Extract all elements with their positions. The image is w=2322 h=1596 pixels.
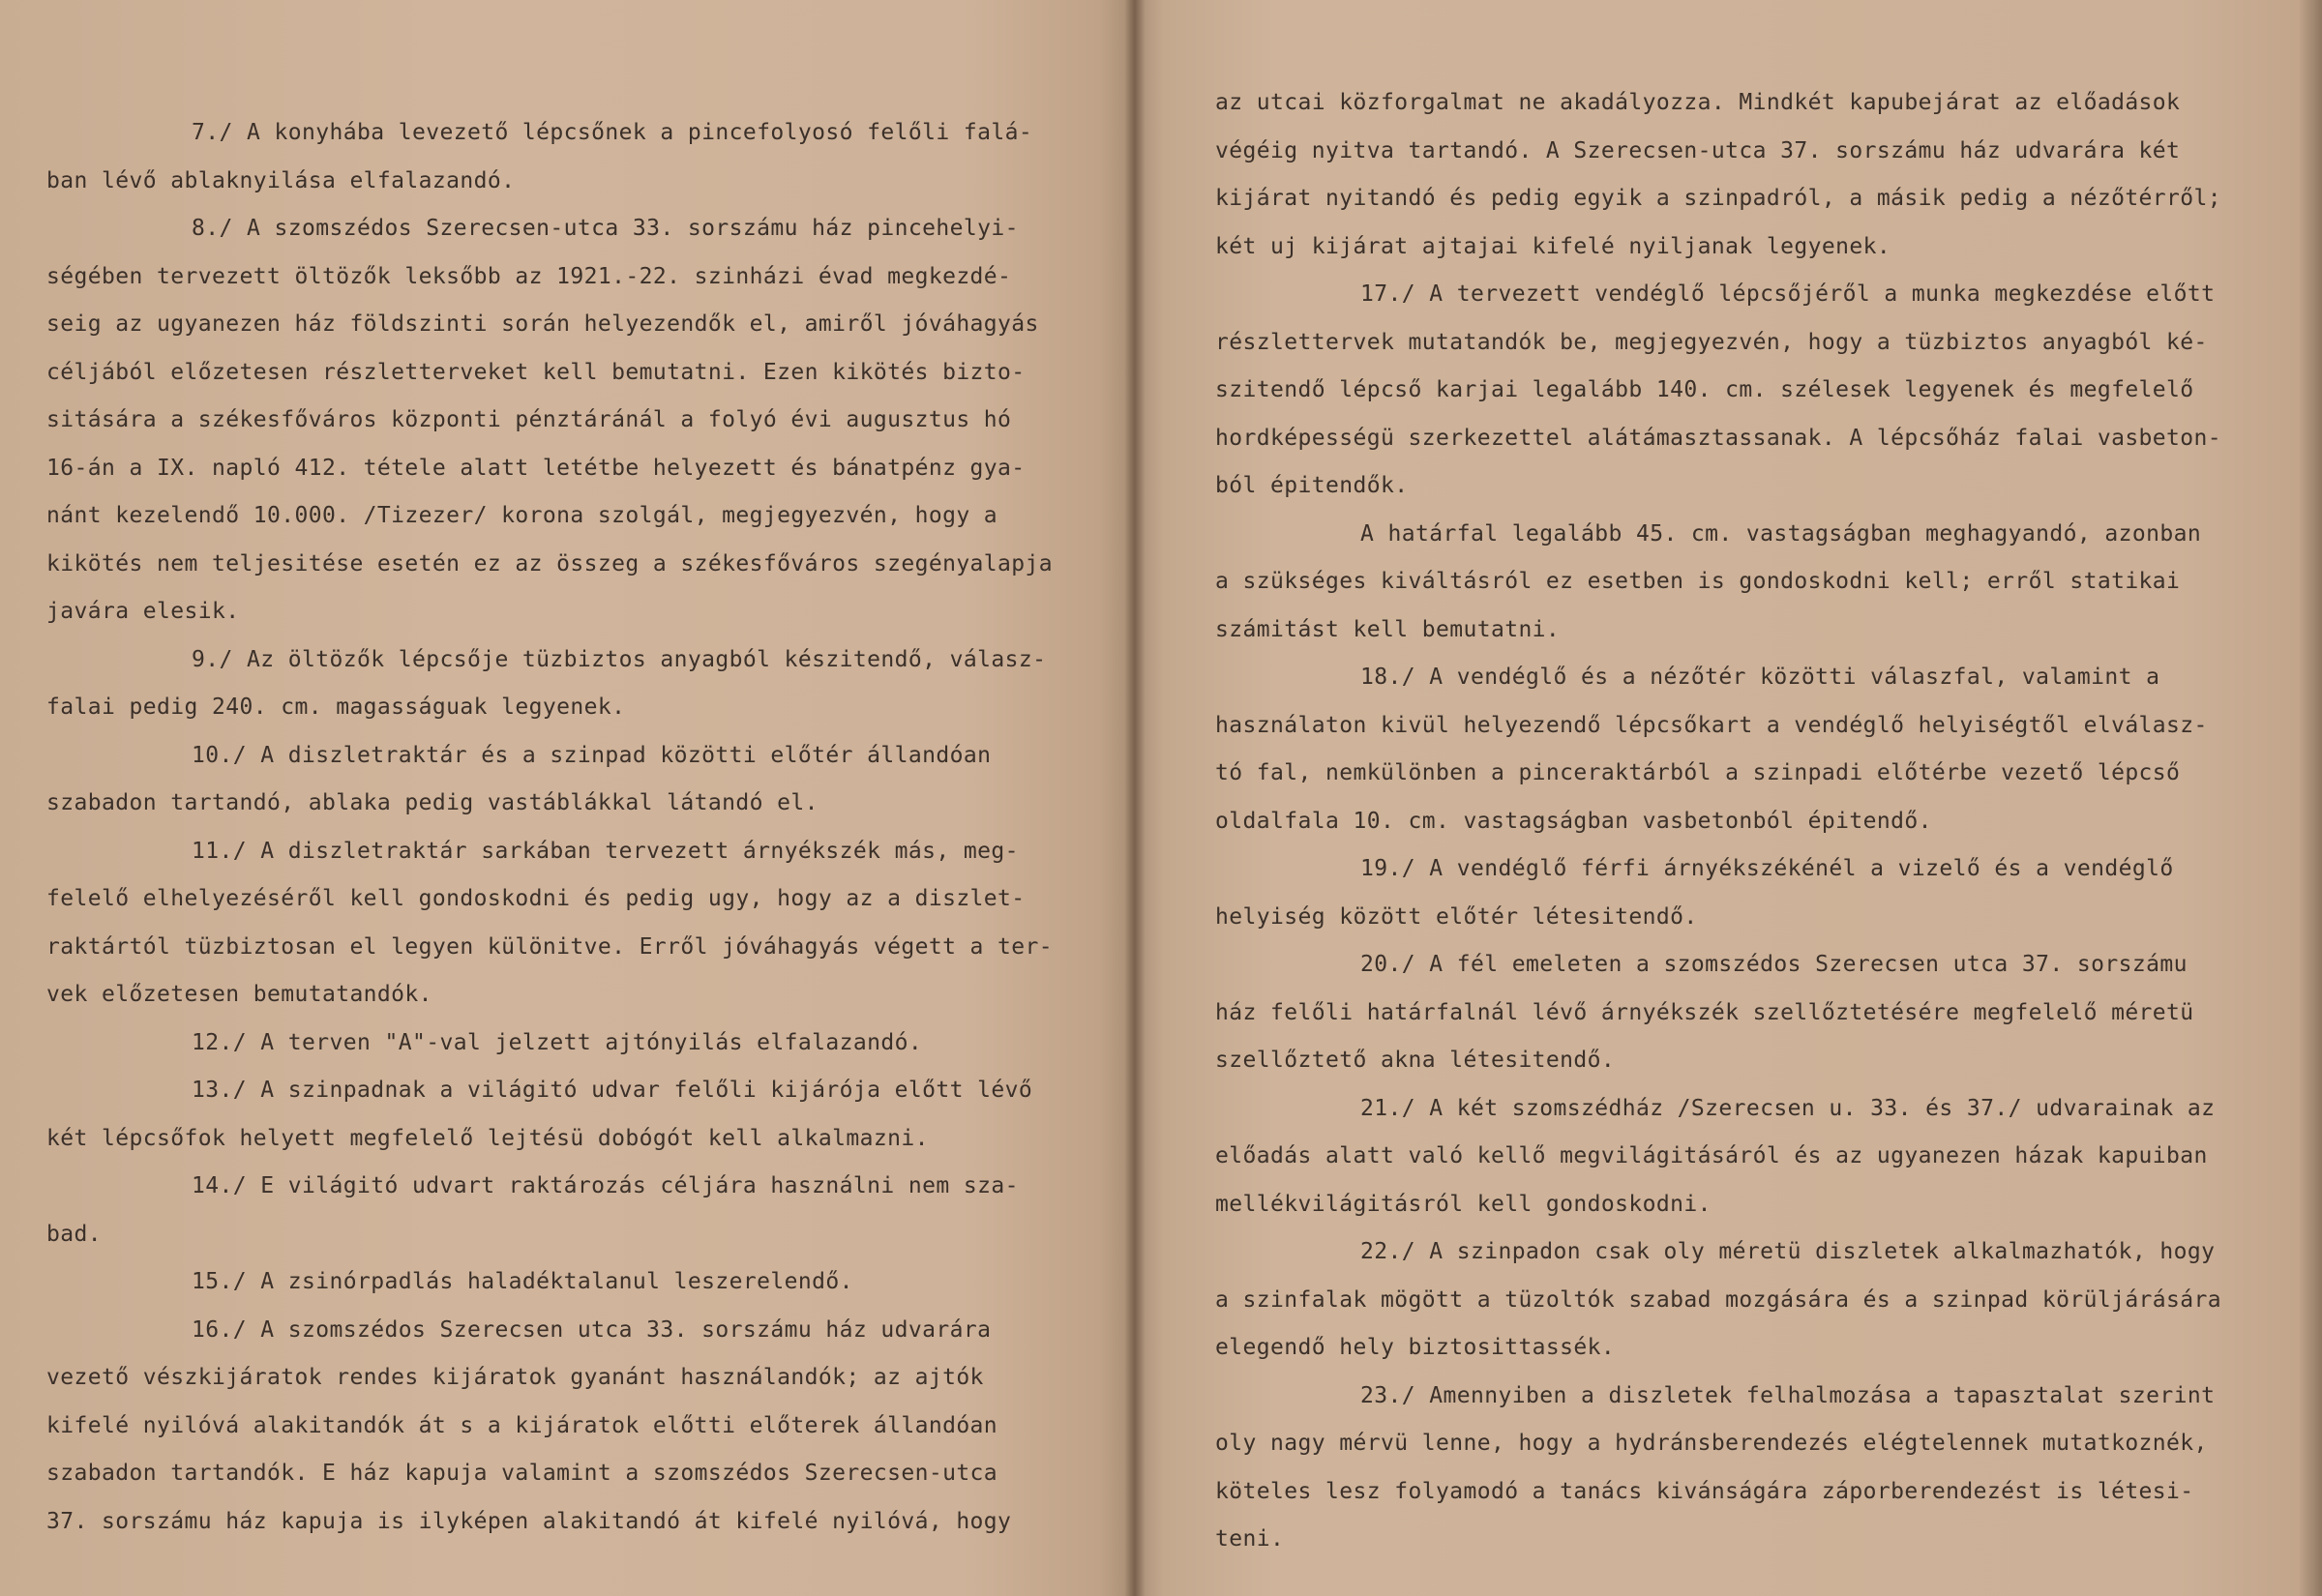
text-line: falai pedig 240. cm. magasságuak legyenek. [46, 695, 626, 720]
text-line: 9./ Az öltözők lépcsője tüzbiztos anyagból készitendő, válasz- [192, 646, 1047, 672]
text-line: helyiség között előtér létesitendő. [1215, 903, 1698, 930]
paragraph [46, 636, 1116, 732]
text-line: 11./ A diszletraktár sarkában tervezett árnyékszék más, meg- [192, 838, 1019, 864]
text-line: kikötés nem teljesitése esetén ez az összeg a székesfőváros szegényalapja [46, 550, 1054, 576]
text-line: nánt kezelendő 10.000. /Tizezer/ korona szolgál, megjegyezvén, hogy a [46, 503, 998, 528]
text-line: oly nagy mérvü lenne, hogy a hydránsberendezés elégtelennek mutatkoznék, [1215, 1431, 2208, 1456]
text-line: tó fal, nemkülönben a pinceraktárból a szinpadi előtérbe vezető lépcső [1215, 760, 2181, 785]
paragraph [1215, 1085, 2277, 1229]
paragraph [46, 1067, 1116, 1163]
text-line: 16-án a IX. napló 412. tétele alatt letétbe helyezett és bánatpénz gya- [46, 455, 1026, 481]
text-line: sitására a székesfőváros központi pénztáránál a folyó évi augusztus hó [46, 407, 1012, 432]
text-line: 21./ A két szomszédház /Szerecsen u. 33. és 37./ udvarainak az [1360, 1095, 2216, 1121]
text-line: 19./ A vendéglő férfi árnyékszékénél a vizelő és a vendéglő [1360, 856, 2174, 881]
text-line: szellőztető akna létesitendő. [1215, 1048, 1616, 1073]
text-line: előadás alatt való kellő megvilágitásáról és az ugyanezen házak kapuiban [1215, 1143, 2208, 1168]
text-line: hordképességü szerkezettel alátámasztassanak. A lépcsőház falai vasbeton- [1215, 425, 2222, 451]
text-line: ház felőli határfalnál lévő árnyékszék szellőztetésére megfelelő méretü [1215, 999, 2194, 1025]
left-page [0, 0, 1134, 1596]
text-line: vek előzetesen bemutatandók. [46, 982, 432, 1007]
paragraph [46, 109, 1116, 205]
text-line: seig az ugyanezen ház földszinti során helyezendők el, amiről jóváhagyás [46, 311, 1039, 337]
text-line: 37. sorszámu ház kapuja is ilyképen alakitandó át kifelé nyilóvá, hogy [46, 1508, 1012, 1534]
text-line: raktártól tüzbiztosan el legyen különitve. Erről jóváhagyás végett a ter- [46, 933, 1054, 960]
text-line: 16./ A szomszédos Szerecsen utca 33. sorszámu ház udvarára [192, 1316, 992, 1343]
text-line: felelő elhelyezéséről kell gondoskodni és pedig ugy, hogy az a diszlet- [46, 886, 1026, 911]
text-line: 14./ E világitó udvart raktározás céljára használni nem sza- [192, 1173, 1019, 1198]
paragraph [1215, 79, 2277, 271]
paragraph [46, 1258, 1116, 1307]
text-line: a szükséges kiváltásról ez esetben is gondoskodni kell; erről statikai [1215, 569, 2181, 594]
text-line: 18./ A vendéglő és a nézőtér közötti válaszfal, valamint a [1360, 665, 2160, 690]
text-line: az utcai közforgalmat ne akadályozza. Mindkét kapubejárat az előadások [1215, 90, 2181, 115]
text-line: 20./ A fél emeleten a szomszédos Szerecsen utca 37. sorszámu [1360, 952, 2188, 977]
right-page-text [1215, 79, 2277, 1564]
text-line: céljából előzetesen részletterveket kell bemutatni. Ezen kikötés bizto- [46, 359, 1026, 385]
text-line: részlettervek mutatandók be, megjegyezvén, hogy a tüzbiztos anyagból ké- [1215, 329, 2208, 355]
text-line: A határfal legalább 45. cm. vastagságban meghagyandó, azonban [1360, 520, 2202, 547]
paragraph [46, 1163, 1116, 1258]
right-page [1134, 0, 2322, 1596]
text-line: köteles lesz folyamodó a tanács kivánságára záporberendezést is létesi- [1215, 1478, 2194, 1504]
text-line: 8./ A szomszédos Szerecsen-utca 33. sorszámu ház pincehelyi- [192, 216, 1019, 241]
paragraph [1215, 1228, 2277, 1373]
text-line: 10./ A diszletraktár és a szinpad közötti előtér állandóan [192, 742, 992, 768]
text-line: két lépcsőfok helyett megfelelő lejtésü dobógót kell alkalmazni. [46, 1125, 929, 1151]
text-line: 23./ Amennyiben a diszletek felhalmozása a tapasztalat szerint [1360, 1382, 2216, 1408]
paragraph [46, 1020, 1116, 1068]
text-line: használaton kivül helyezendő lépcsőkart a vendéglő helyiségtől elválasz- [1215, 712, 2208, 738]
text-line: szabadon tartandók. E ház kapuja valamint a szomszédos Szerecsen-utca [46, 1461, 998, 1486]
text-line: 15./ A zsinórpadlás haladéktalanul leszerelendő. [192, 1269, 853, 1294]
paragraph [1215, 511, 2277, 655]
text-line: 12./ A terven "A"-val jelzett ajtónyilás elfalazandó. [192, 1029, 923, 1055]
text-line: ból épitendők. [1215, 473, 1409, 498]
paragraph [1215, 941, 2277, 1085]
text-line: szitendő lépcső karjai legalább 140. cm. szélesek legyenek és megfelelő [1215, 377, 2194, 402]
text-line: ségében tervezett öltözők leksőbb az 1921.-22. szinházi évad megkezdé- [46, 263, 1012, 289]
text-line: vezető vészkijáratok rendes kijáratok gyanánt használandók; az ajtók [46, 1365, 984, 1390]
text-line: 17./ A tervezett vendéglő lépcsőjéről a munka megkezdése előtt [1360, 281, 2216, 307]
text-line: két uj kijárat ajtajai kifelé nyiljanak legyenek. [1215, 233, 1891, 259]
text-line: végéig nyitva tartandó. A Szerecsen-utca 37. sorszámu ház udvarára két [1215, 137, 2181, 163]
paragraph [46, 828, 1116, 1020]
paragraph [1215, 654, 2277, 845]
paragraph [1215, 271, 2277, 511]
text-line: oldalfala 10. cm. vastagságban vasbetonból épitendő. [1215, 808, 1932, 834]
left-page-text [46, 109, 1116, 1546]
text-line: kijárat nyitandó és pedig egyik a szinpadról, a másik pedig a nézőtérről; [1215, 186, 2222, 211]
paragraph [46, 205, 1116, 636]
text-line: szabadon tartandó, ablaka pedig vastáblákkal látandó el. [46, 790, 819, 815]
paragraph [46, 732, 1116, 828]
text-line: 13./ A szinpadnak a világitó udvar felőli kijárója előtt lévő [192, 1078, 1033, 1103]
text-line: a szinfalak mögött a tüzoltók szabad mozgására és a szinpad körüljárására [1215, 1286, 2222, 1313]
text-line: számitást kell bemutatni. [1215, 616, 1561, 642]
paragraph [1215, 845, 2277, 941]
text-line: elegendő hely biztosittassék. [1215, 1335, 1616, 1360]
text-line: teni. [1215, 1526, 1285, 1552]
paragraph [1215, 1373, 2277, 1564]
text-line: kifelé nyilóvá alakitandók át s a kijáratok előtti előterek állandóan [46, 1412, 998, 1438]
text-line: javára elesik. [46, 599, 240, 624]
paragraph [46, 1307, 1116, 1547]
text-line: bad. [46, 1221, 102, 1247]
text-line: 22./ A szinpadon csak oly méretü diszletek alkalmazhatók, hogy [1360, 1239, 2216, 1264]
text-line: 7./ A konyhába levezető lépcsőnek a pincefolyosó felőli falá- [192, 120, 1033, 145]
text-line: ban lévő ablaknyilása elfalazandó. [46, 167, 516, 193]
text-line: mellékvilágitásról kell gondoskodni. [1215, 1191, 1712, 1217]
